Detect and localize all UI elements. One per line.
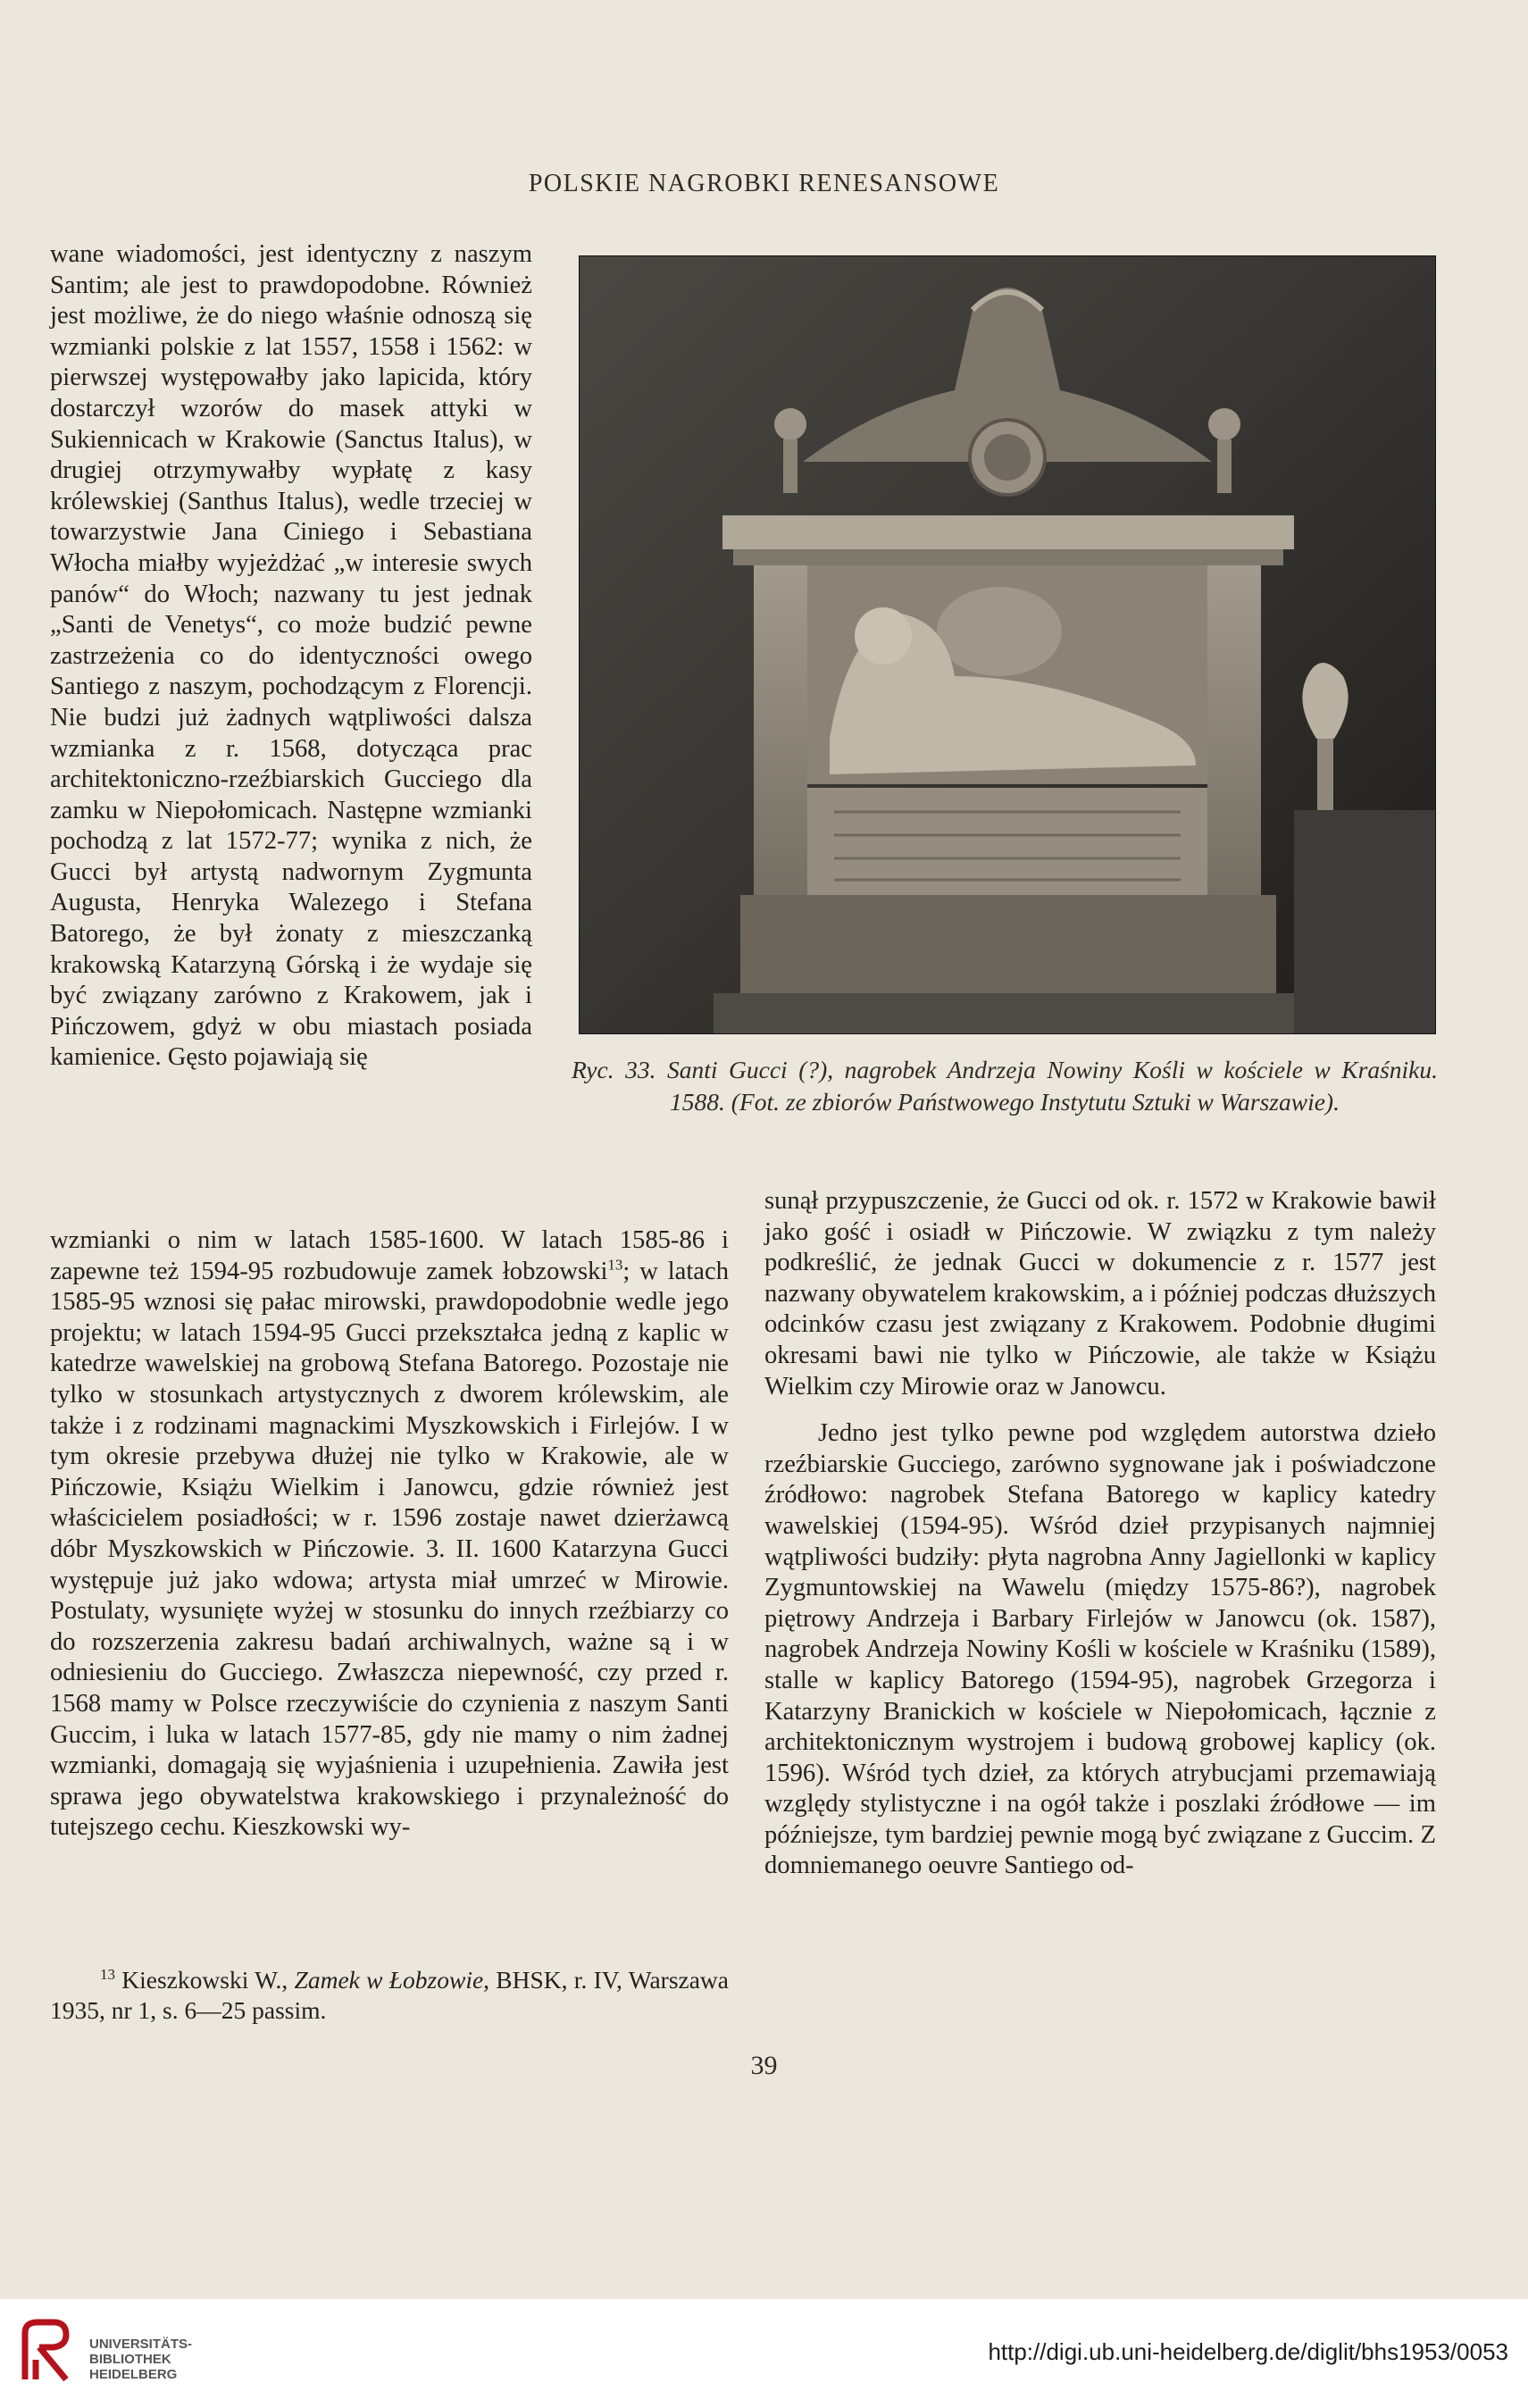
right-column-text: [764, 1186, 1436, 1882]
body-text-segment: ; w latach 1585-95 wznosi się pałac mirowski, prawdopodobnie wedle jego projektu; w latach 1594-95 Gucci przekształca jedną z kaplic w katedrze wawelskiej na grobową Stefana Batorego. Pozostaje nie tylko w stosunkach artystycznych z dworem królewskim, ale także i z rodzinami magnackimi Myszkowskich i Firlejów. I w tym okresie przebywa dłużej nie tylko w Krakowie, ale w Pińczowie, Książu Wielkim i Janowcu, gdzie również jest właścicielem posiadłości; w r. 1596 zostaje nawet dzierżawcą dóbr Myszkowskich w Pińczowie. 3. II. 1600 Katarzyna Gucci występuje już jako wdowa; artysta miał umrzeć w Mirowie. Postulaty, wysunięte wyżej w stosunku do innych rzeźbiarzy co do rozszerzenia zakresu badań archiwalnych, ważne są i w odniesieniu do Gucciego. Zwłaszcza niepewność, czy przed r. 1568 mamy w Polsce rzeczywiście do czynienia z naszym Santi Guccim, i luka w latach 1577-85, gdy nie mamy o nim żadnej wzmianki, domagają się wyjaśnienia i uzupełnienia. Zawiła jest sprawa jego obywatelstwa krakowskiego i przynależność do tutejszego cechu. Kieszkowski wy-: [50, 1257, 729, 1842]
body-text-segment: wzmianki o nim w latach 1585-1600. W latach 1585-86 i zapewne też 1594-95 rozbudowuje zamek łobzowski: [50, 1226, 729, 1285]
pilaster-left: [754, 565, 807, 949]
figure-caption: [572, 1054, 1438, 1118]
footnote: [50, 1965, 729, 2026]
logo-line: BIBLIOTHEK: [89, 2352, 171, 2367]
footnote-number: 13: [100, 1965, 115, 1983]
source-url-link[interactable]: http://digi.ub.uni-heidelberg.de/diglit/bhs1953/0053: [988, 2338, 1508, 2365]
cornice: [722, 515, 1294, 549]
body-paragraph: [50, 1225, 729, 1844]
page-number: 39: [750, 2051, 778, 2080]
library-logo[interactable]: [14, 2310, 220, 2399]
body-paragraph: Jedno jest tylko pewne pod względem autorstwa dzieło rzeźbiarskie Gucciego, zarówno sygnowane jak i poświadczone źródłowo: nagrobek Stefana Batorego w kaplicy katedry wawelskiej (1594-95). Wśród dzieł przypisanych najmniej wątpliwości budziły: płyta nagrobna Anny Jagiellonki w kaplicy Zygmuntowskiej na Wawelu (między 1575-86?), nagrobek piętrowy Andrzeja i Barbary Firlejów w Janowcu (ok. 1587), nagrobek Andrzeja Nowiny Kośli w kościele w Kraśniku (1589), stalle w kaplicy Batorego (1594-95), nagrobek Grzegorza i Katarzyny Branickich w kościele w Niepołomicach, łącznie z architektonicznym wystrojem i budową grobowej kaplicy (ok. 1596). Wśród tych dzieł, za których atrybucjami przemawiają względy stylistyczne i na ogół także i poszlaki źródłowe — im późniejsze, tym bardziej pewnie mogą być związane z Guccim. Z domniemanego oeuvre Santiego od-: [764, 1419, 1436, 1880]
tomb-photograph: [580, 256, 1435, 1033]
logo-line: UNIVERSITÄTS-: [89, 2337, 193, 2352]
body-paragraph: wane wiadomości, jest identyczny z naszym Santim; ale jest to prawdopodobne. Również jest możliwe, że do niego właśnie odnoszą się wzmianki polskie z lat 1557, 1558 i 1562: w pierwszej występowałby jako lapicida, który dostarczył wzorów do masek attyki w Sukiennicach w Krakowie (Sanctus Italus), w drugiej otrzymywałby wypłatę z kasy królewskiej (Santhus Italus), wedle trzeciej w towarzystwie Jana Ciniego i Sebastiana Włocha miałby wyjeżdżać „w interesie swych panów“ do Włoch; nazwany tu jest jednak „Santi de Venetys“, co może budzić pewne zastrzeżenia co do identyczności owego Santiego z naszym, pochodzącym z Florencji. Nie budzi już żadnych wątpliwości dalsza wzmianka z r. 1568, dotycząca prac architektoniczno-rzeźbiarskich Gucciego dla zamku w Niepołomicach. Następne wzmianki pochodzą z lat 1572-77; wynika z nich, że Gucci był artystą nadwornym Zygmunta Augusta, Henryka Walezego i Stefana Batorego, że był żonaty z mieszczanką krakowską Katarzyną Górską i że wydaje się być związany zarówno z Krakowem, jak i Pińczowem, gdyż w obu miastach posiada kamienice. Gęsto pojawiają się: [50, 240, 532, 1072]
footnote-text: , BHSK, r. IV, Warszawa 1935, nr 1, s. 6—25 passim.: [50, 1966, 729, 2024]
caption-text: Ryc. 33. Santi Gucci (?), nagrobek Andrzeja Nowiny Kośli w kościele w Kraśniku. 1588. (Fot. ze zbiorów Państwowego Instytutu Sztuki w Warszawie).: [572, 1056, 1438, 1116]
footnote-text: Kieszkowski W.,: [121, 1966, 295, 1994]
pilaster-right: [1207, 565, 1261, 949]
library-footer: [0, 2299, 1528, 2408]
body-paragraph: sunął przypuszczenie, że Gucci od ok. r. 1572 w Krakowie bawił jako gość i osiadł w Pińczowie. W związku z tym należy podkreślić, że jednak Gucci w dokumencie z r. 1577 jest nazwany obywatelem krakowskim, a i później podczas dłuższych odcinków czasu jest związany z Krakowem. Podobnie długimi okresami bawi nie tylko w Pińczowie, ale także w Książu Wielkim czy Mirowie oraz w Janowcu.: [764, 1187, 1436, 1400]
university-library-logo-icon: [18, 2315, 77, 2387]
tomb-base: [740, 895, 1276, 993]
figure-photo-tomb: [579, 255, 1436, 1034]
logo-line: HEIDELBERG: [89, 2367, 178, 2382]
footnote-title: Zamek w Łobzowie: [294, 1966, 484, 1994]
footnote-reference: 13: [607, 1256, 623, 1274]
left-column-lower-text: [50, 1225, 729, 1844]
left-column-upper-text: [50, 239, 532, 1074]
running-head: POLSKIE NAGROBKI RENESANSOWE: [528, 170, 1000, 197]
